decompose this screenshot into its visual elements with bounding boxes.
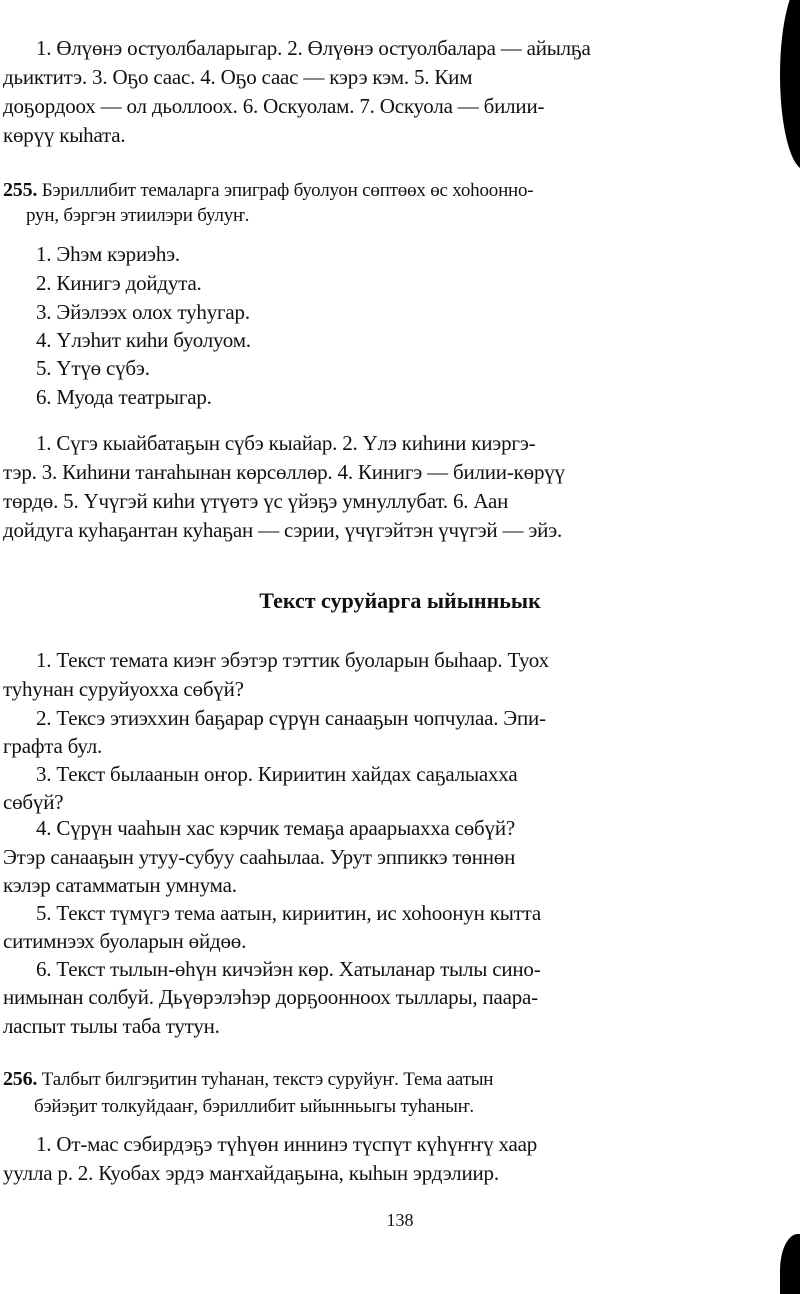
list-item: 3. Эйэлээх олох туһугар.: [36, 300, 250, 324]
guideline-line: 6. Текст тылын-өһүн кичэйэн көр. Хатыланар тылы сино-: [36, 957, 541, 981]
text-line: 1. От-мас сэбирдэҕэ түһүөн иннинэ түспүт күһүҥҥү хаар: [36, 1132, 538, 1156]
guideline-line: 1. Текст темата киэҥ эбэтэр тэттик буоларын быһаар. Туох: [36, 648, 549, 672]
text-line: дойдуга куһаҕантан куһаҕан — сэрии, үчүгэйтэн үчүгэй — эйэ.: [3, 518, 563, 542]
text-line: тэр. 3. Киһини таҥаһынан көрсөллөр. 4. Кинигэ — билии-көрүү: [3, 460, 565, 484]
text-line: 1. Өлүөнэ остуолбаларыгар. 2. Өлүөнэ остуолбалара — айылҕа: [36, 36, 591, 60]
text-line: дьиктитэ. 3. Оҕо саас. 4. Оҕо саас — кэрэ кэм. 5. Ким: [3, 65, 473, 89]
exercise-text: Бэриллибит темаларга эпиграф буолуон сөптөөх өс хоһооннo-: [41, 180, 534, 201]
guideline-line: 5. Текст түмүгэ тема аатын, кириитин, ис хоһоонун кытта: [36, 901, 542, 925]
page-edge-shadow-top: [780, 0, 800, 170]
text-line: уулла р. 2. Куобах эрдэ маҥхайдаҕына, кыһын эрдэлиир.: [3, 1161, 499, 1185]
exercise-text: Талбыт билгэҕитин туһанан, текстэ суруйуҥ. Тема аатын: [41, 1069, 494, 1090]
guideline-line: 4. Сүрүн чааһын хас кэрчик темаҕа араарыахха сөбүй?: [36, 816, 515, 840]
list-item: 5. Үтүө сүбэ.: [36, 356, 150, 380]
guideline-line: 2. Тексэ этиэххин баҕарар сүрүн санааҕын чопчулаа. Эпи-: [36, 706, 546, 730]
guideline-line: кэлэр сатамматын умнума.: [3, 873, 237, 897]
guideline-line: графта бул.: [3, 734, 103, 758]
text-line: төрдө. 5. Үчүгэй киһи үтүөтэ үс үйэҕэ умнуллубат. 6. Аан: [3, 489, 509, 513]
text-line: көрүү кыһата.: [3, 123, 126, 147]
exercise-text-cont: рун, бэргэн этиилэри булуҥ.: [26, 205, 250, 226]
exercise-number: 256.: [3, 1068, 38, 1090]
list-item: 2. Кинигэ дойдута.: [36, 271, 202, 295]
text-line: 1. Сүгэ кыайбатаҕын сүбэ кыайар. 2. Үлэ киһини киэргэ-: [36, 431, 536, 455]
guideline-line: нимынан солбуй. Дьүөрэлэһэр дорҕооннoох тыллары, паара-: [3, 985, 538, 1009]
guideline-line: 3. Текст былаанын оҥор. Кириитин хайдах саҕалыахха: [36, 762, 518, 786]
guideline-line: туһунан суруйуохха сөбүй?: [3, 677, 244, 701]
exercise-255-instruction: [3, 176, 533, 205]
guideline-line: Этэр санааҕын утуу-субуу сааһылаа. Урут эппиккэ төннөн: [3, 845, 516, 869]
page-number: 138: [386, 1210, 414, 1230]
section-heading: Текст суруйарга ыйынньык: [259, 588, 541, 613]
exercise-text-cont: бэйэҕит толкуйдааҥ, бэриллибит ыйынньыгы туһаныҥ.: [34, 1096, 474, 1117]
list-item: 4. Үлэһит киһи буолуом.: [36, 328, 251, 352]
text-line: доҕордоох — ол дьоллоох. 6. Оскуолам. 7. Оскуола — билии-: [3, 94, 545, 118]
guideline-line: сөбүй?: [3, 790, 64, 814]
guideline-line: ситимнээх буоларын өйдөө.: [3, 929, 247, 953]
page-edge-shadow-bottom: [780, 1234, 800, 1294]
guideline-line: ласпыт тылы таба тутун.: [3, 1014, 220, 1038]
exercise-256-instruction: [3, 1065, 493, 1094]
exercise-number: 255.: [3, 179, 38, 201]
list-item: 1. Эһэм кэриэһэ.: [36, 242, 180, 266]
list-item: 6. Муода театрыгар.: [36, 385, 212, 409]
